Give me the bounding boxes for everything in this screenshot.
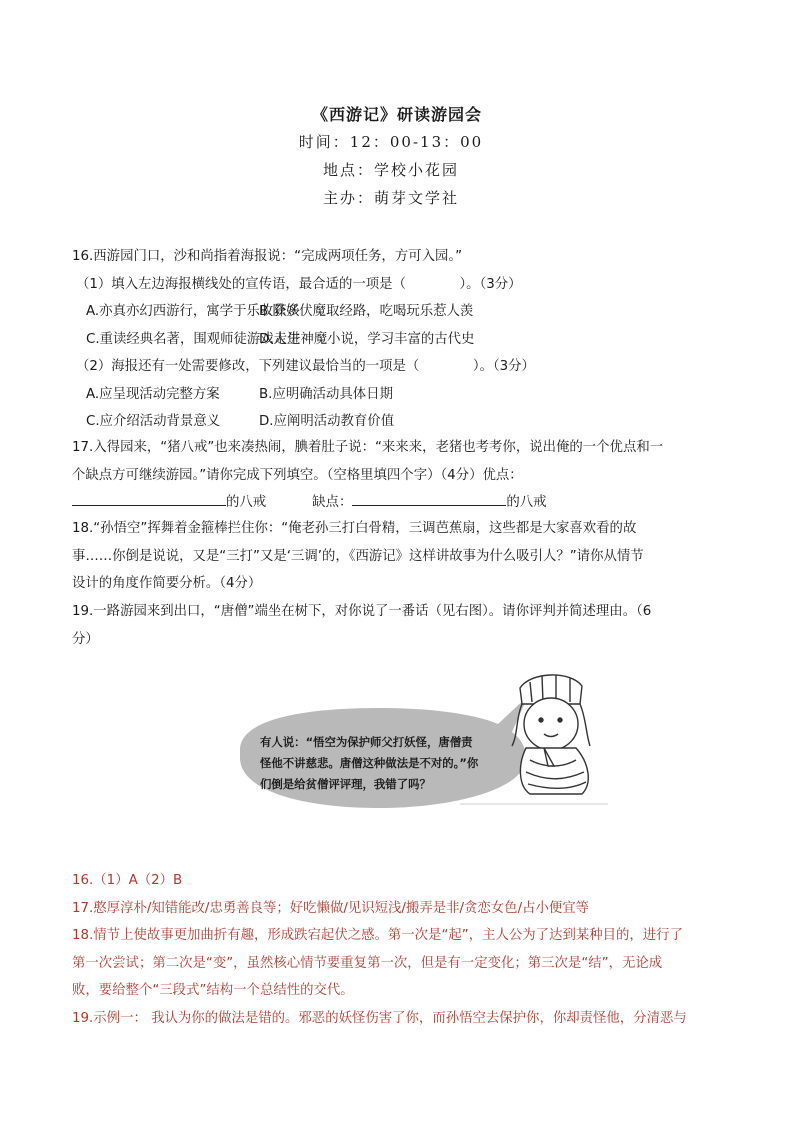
question-19 [72, 598, 732, 653]
bubble-line2: 怪他不讲慈悲。唐僧这种做法是不对的。”你 [260, 756, 479, 770]
q16-options-row3 [72, 381, 732, 409]
q17-bajie1: 的八戒 [226, 495, 267, 510]
q17-weak-label: 缺点： [312, 495, 353, 510]
answer-18-line3: 败，要给整个“三段式”结构一个总结性的交代。 [72, 983, 354, 998]
tang-monk-figure [512, 675, 590, 794]
q16-sub2: （2）海报还有一处需要修改，下列建议最恰当的一项是（ ）。（3分） [76, 359, 535, 374]
poster-host: 主办：萌芽文学社 [322, 189, 459, 207]
bubble-line1: 有人说：“悟空为保护师父打妖怪，唐僧责 [260, 735, 473, 749]
poster-time: 时间：12：00-13：00 [298, 133, 484, 151]
tang-monk-illustration [230, 668, 610, 818]
q16-opt1a: A.亦真亦幻西游行，寓学于乐收获多 [86, 304, 301, 319]
q18-line3: 设计的角度作简要分析。（4分） [72, 576, 262, 591]
q16-opt1d: D.走进神魔小说，学习丰富的古代史 [259, 331, 475, 347]
q16-opt1b: B.降妖伏魔取经路，吃喝玩乐惹人羡 [259, 304, 474, 319]
q16-opt2c: C.应介绍活动背景意义 [86, 414, 221, 429]
q16-options-row4 [72, 408, 732, 436]
q16-options-row2 [72, 326, 732, 354]
event-poster [0, 102, 794, 212]
poster-title: 《西游记》研读游园会 [311, 105, 482, 124]
q16-options-row1 [72, 298, 732, 326]
q16-opt2a: A.应呈现活动完整方案 [86, 386, 220, 402]
q19-line2: 分） [72, 631, 99, 647]
question-18 [72, 515, 732, 598]
q17-line1: 17.入得园来，“猪八戒”也来凑热闹，腆着肚子说：“来来来，老猪也考考你，说出俺的一个优点和一 [72, 440, 664, 455]
q16-opt2d: D.应阐明活动教育价值 [259, 414, 395, 429]
q16-opt2b: B.应明确活动具体日期 [259, 386, 393, 402]
answer-17: 17.憨厚淳朴/知错能改/忠勇善良等；好吃懒做/见识短浅/搬弄是非/贪恋女色/占小便宜等 [72, 900, 590, 916]
answer-section [72, 867, 732, 1032]
answer-19: 19.示例一： 我认为你的做法是错的。邪恶的妖怪伤害了你，而孙悟空去保护你，你却责怪他，分清恶与 [72, 1010, 687, 1026]
question-17 [72, 434, 732, 517]
answer-18-line2: 第一次尝试；第二次是“变”，虽然核心情节要重复第一次，但是有一定变化；第三次是“结”，无论成 [72, 955, 663, 971]
q16-stem: 16.西游园门口，沙和尚指着海报说：“完成两项任务，方可入园。” [72, 249, 463, 264]
q18-line1: 18.“孙悟空”挥舞着金箍棒拦住你：“俺老孙三打白骨精，三调芭蕉扇，这些都是大家喜欢看的故 [72, 521, 637, 536]
q16-opt1c: C.重读经典名著，围观师徒游戏人生 [86, 331, 301, 347]
speech-bubble-text [260, 732, 520, 795]
q17-line3 [72, 489, 732, 517]
q19-line1: 19.一路游园来到出口，“唐僧”端坐在树下，对你说了一番话（见右图）。请你评判并简述理由。（6 [72, 604, 652, 619]
strength-blank[interactable] [72, 491, 226, 506]
question-16 [72, 243, 732, 436]
answer-16: 16.（1）A（2）B [72, 873, 183, 888]
poster-place: 地点：学校小花园 [322, 161, 459, 179]
bubble-line3: 们倒是给贫僧评评理，我错了吗？ [260, 777, 431, 791]
answer-18-line1: 18.情节上使故事更加曲折有趣，形成跌宕起伏之感。第一次是“起”，主人公为了达到某种目的，进行了 [72, 928, 683, 943]
weakness-blank[interactable] [352, 491, 506, 506]
q17-line2: 个缺点方可继续游园。”请你完成下列填空。（空格里填四个字）（4分）优点： [72, 467, 523, 483]
q17-bajie2: 的八戒 [506, 495, 547, 510]
q18-line2: 事……你倒是说说，又是“三打”又是‘三调’的，《西游记》这样讲故事为什么吸引人？”请你从情节 [72, 548, 644, 564]
q16-sub1: （1）填入左边海报横线处的宣传语，最合适的一项是（ ）。（3分） [76, 276, 522, 292]
